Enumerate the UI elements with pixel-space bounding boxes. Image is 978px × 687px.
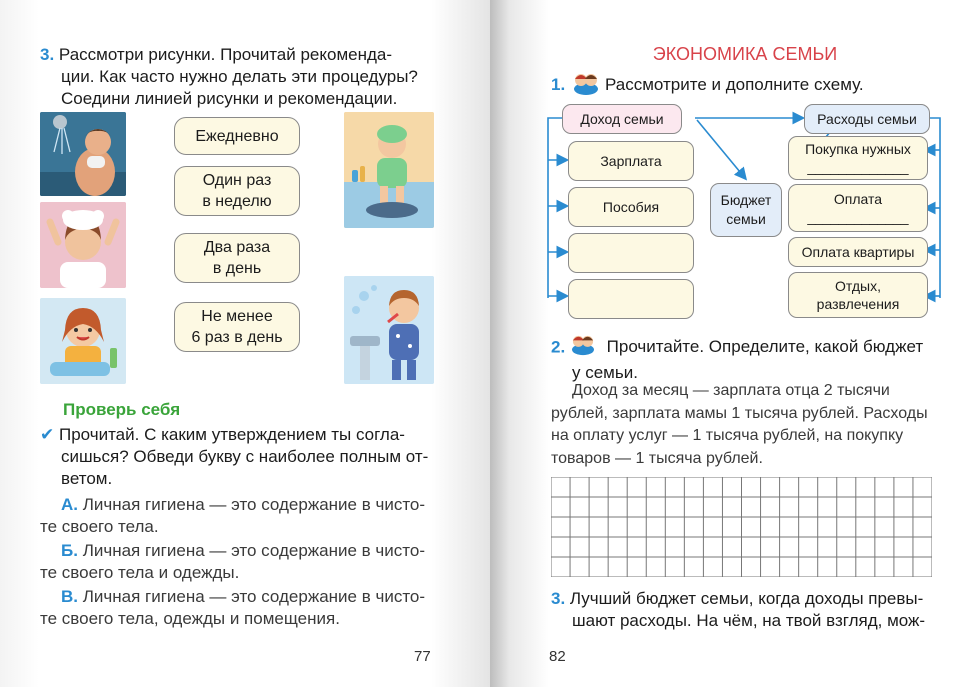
question-line: ветом. [61,469,113,488]
recommendation-text: Два раза [203,239,271,256]
income-head-box [562,104,682,134]
answer-line: Личная гигиена — это содержание в чисто- [82,541,425,560]
task-text: Рассмотрите и дополните схему. [605,75,864,94]
task-text-line: Прочитайте. Определите, какой бюджет [606,337,924,357]
income-item-blank-1[interactable] [568,233,694,273]
answer-letter: Б. [61,541,78,560]
body-line: товаров — 1 тысяча рублей. [551,449,763,467]
handwashing-illustration [40,298,126,384]
recommendation-text: в неделю [202,193,272,210]
expense-item-payment[interactable] [788,184,928,232]
task-text-line: Лучший бюджет семьи, когда доходы превы- [569,589,924,608]
page-number: 82 [549,648,566,665]
expense-item-apartment [788,237,928,267]
task-2-body [551,380,951,470]
answer-line: Личная гигиена — это содержание в чисто- [82,587,426,606]
recommendation-text: Ежедневно [195,127,279,145]
body-line: рублей, зарплата мамы 1 тысяча рублей. Расходы [551,404,928,422]
tooth-brushing-illustration [344,276,434,384]
budget-box [710,183,782,237]
answer-b[interactable] [40,540,440,584]
expenses-head-label: Расходы семьи [817,111,917,127]
task-3-right [551,588,951,632]
expenses-head-box [804,104,930,134]
answer-a[interactable] [40,494,440,538]
task-text-line: шают расходы. На чём, на твой взгляд, мож- [572,611,926,630]
task-3-left [40,44,435,110]
question-line: Прочитай. С каким утверждением ты согла- [58,425,405,444]
page-number: 77 [414,648,431,665]
expense-item-label: Оплата [833,191,883,207]
task-number: 1. [551,75,566,94]
expense-item-leisure [788,272,928,318]
question-line: сишься? Обведи букву с наиболее полным от- [61,447,429,466]
expense-item-label: Покупка нужных [805,141,911,157]
recommendation-twice-daily[interactable] [174,233,300,283]
check-mark-icon: ✔ [40,425,55,444]
task-text-line: у семьи. [572,363,638,382]
task-number: 3. [40,45,55,64]
task-number: 2. [551,337,566,357]
income-item-label: Зарплата [600,153,662,169]
pair-work-icon [573,72,599,102]
answer-line: те своего тела и одежды. [40,563,240,582]
expense-item-label: Оплата квартиры [801,244,915,260]
answer-line: Личная гигиена — это содержание в чисто- [82,495,426,514]
task-text-line: Рассмотри рисунки. Прочитай рекоменда- [58,45,393,64]
answer-letter: В. [61,587,78,606]
answer-line: те своего тела. [40,517,159,536]
income-item-benefits [568,187,694,227]
income-item-blank-2[interactable] [568,279,694,319]
recommendation-text: Не менее [201,308,273,325]
pair-work-icon [570,334,596,362]
recommendation-text: в день [212,260,262,277]
recommendation-weekly[interactable] [174,166,300,216]
income-head-label: Доход семьи [580,111,664,127]
expense-item-blank: _____________ [807,159,909,175]
task-text-line: ции. Как часто нужно делать эти процедуры? [61,67,418,86]
task-1-right [551,74,951,96]
expense-item-label: развлечения [816,296,900,312]
hair-washing-illustration [40,202,126,288]
check-yourself-heading: Проверь себя [63,400,181,419]
income-item-salary [568,141,694,181]
budget-label: Бюджет [720,192,772,208]
budget-label: семьи [726,211,766,227]
answer-letter: А. [61,495,78,514]
check-question [40,424,435,490]
recommendation-text: Один раз [202,172,272,189]
answer-line: те своего тела, одежды и помещения. [40,609,340,628]
recommendation-text: 6 раз в день [191,329,283,346]
task-2-right [551,334,943,384]
expense-item-label: Отдых, [835,278,881,294]
right-page [490,0,978,687]
expense-item-purchases[interactable] [788,136,928,180]
body-line: на оплату услуг — 1 тысяча рублей, на покупку [551,427,904,444]
income-item-label: Пособия [602,199,660,215]
task-number: 3. [551,589,566,608]
page-title: ЭКОНОМИКА СЕМЬИ [652,44,838,64]
body-line: Доход за месяц — зарплата отца 2 тысячи [572,382,890,399]
answer-c[interactable] [40,586,440,630]
expense-item-blank: _____________ [807,209,909,225]
recommendation-six-times[interactable] [174,302,300,352]
foot-washing-illustration [344,112,434,228]
task-text-line: Соедини линией рисунки и рекомендации. [61,89,398,108]
shower-illustration [40,112,126,196]
answer-grid[interactable] [551,477,932,577]
recommendation-daily[interactable] [174,117,300,155]
